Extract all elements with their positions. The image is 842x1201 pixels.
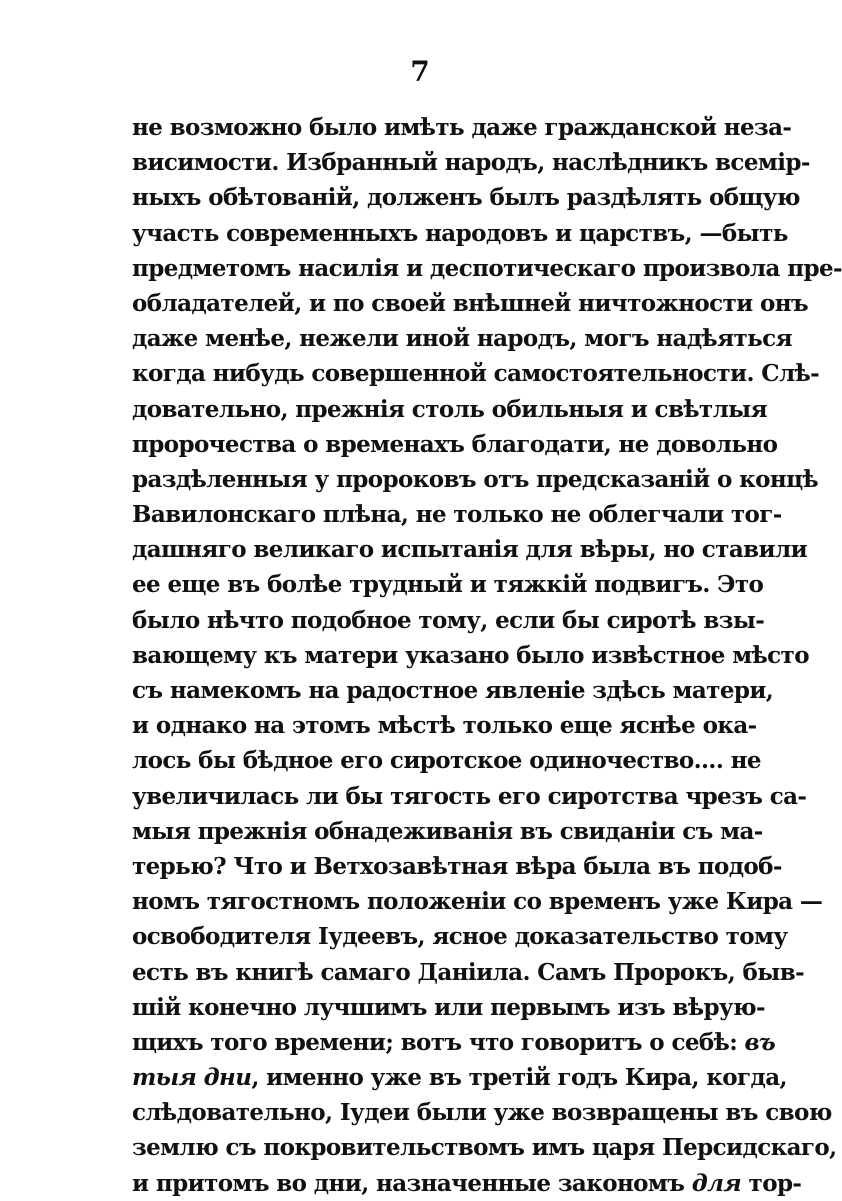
text-line-28-rest: , именно уже въ третій годъ Кира, когда, (251, 1064, 787, 1092)
italic-phrase: тыя дни (132, 1064, 252, 1092)
page-number: 7 (410, 55, 430, 88)
text-line-30: землю съ покровительствомъ имъ царя Персидскаго, (132, 1134, 837, 1162)
text-line-15: было нѣчто подобное тому, если бы сиротѣ взы- (132, 606, 765, 634)
text-line-25: есть въ книгѣ самаго Даніила. Самъ Пророкъ, быв- (132, 958, 805, 986)
text-line-28 (132, 1060, 787, 1095)
text-line-20: увеличилась ли бы тягость его сиротства чрезъ са- (132, 782, 807, 810)
italic-phrase: для (691, 1169, 742, 1197)
text-line-27-main: щихъ того времени; вотъ что говоритъ о себѣ: (132, 1028, 738, 1056)
text-line-31 (132, 1166, 802, 1201)
italic-phrase: въ (744, 1028, 776, 1056)
text-line-21: мыя прежнія обнадеживанія въ свиданіи съ ма- (132, 817, 763, 845)
text-line-31-start: и притомъ во дни, назначенные закономъ (132, 1169, 685, 1197)
text-line-27 (132, 1025, 776, 1060)
text-line-16: вающему къ матери указано было извѣстное мѣсто (132, 641, 809, 669)
text-line-19: лось бы бѣдное его сиротское одиночество.... не (132, 747, 761, 775)
text-line-24: освободителя Іудеевъ, ясное доказательство тому (132, 923, 788, 951)
text-line-4: участь современныхъ народовъ и царствъ, —быть (132, 219, 788, 247)
text-line-9: довательно, прежнія столь обильныя и свѣтлыя (132, 395, 768, 423)
text-line-31-end: тор- (748, 1169, 802, 1197)
text-line-6: обладателей, и по своей внѣшней ничтожности онъ (132, 289, 809, 317)
text-line-22: терью? Что и Ветхозавѣтная вѣра была въ подоб- (132, 852, 782, 880)
text-line-29: слѣдовательно, Іудеи были уже возвращены въ свою (132, 1099, 832, 1127)
text-line-18: и однако на этомъ мѣстѣ только еще яснѣе ока- (132, 712, 757, 740)
text-line-8: когда нибудь совершенной самостоятельности. Слѣ- (132, 360, 820, 388)
text-line-17: съ намекомъ на радостное явленіе здѣсь матери, (132, 677, 774, 704)
text-line-14: ее еще въ болѣе трудный и тяжкій подвигъ. Это (132, 571, 764, 599)
text-line-13: дашняго великаго испытанія для вѣры, но ставили (132, 536, 808, 564)
text-line-26: шій конечно лучшимъ или первымъ изъ вѣрую- (132, 993, 765, 1021)
text-line-12: Вавилонскаго плѣна, не только не облегчали тог- (132, 501, 782, 529)
text-line-3: ныхъ обѣтованій, долженъ былъ раздѣлять общую (132, 184, 800, 212)
text-line-11: раздѣленныя у пророковъ отъ предсказаній о концѣ (132, 465, 819, 493)
text-line-10: пророчества о временахъ благодати, не довольно (132, 430, 778, 458)
text-line-1: не возможно было имѣть даже гражданской неза- (132, 114, 792, 141)
text-line-5: предметомъ насилія и деспотическаго произвола пре- (132, 254, 842, 282)
text-line-23: номъ тягостномъ положеніи со временъ уже Кира — (132, 888, 823, 916)
text-line-2: висимости. Избранный народъ, наслѣдникъ всемір- (132, 149, 810, 177)
body-text (132, 110, 842, 1201)
text-line-7: даже менѣе, нежели иной народъ, могъ надѣяться (132, 325, 792, 353)
